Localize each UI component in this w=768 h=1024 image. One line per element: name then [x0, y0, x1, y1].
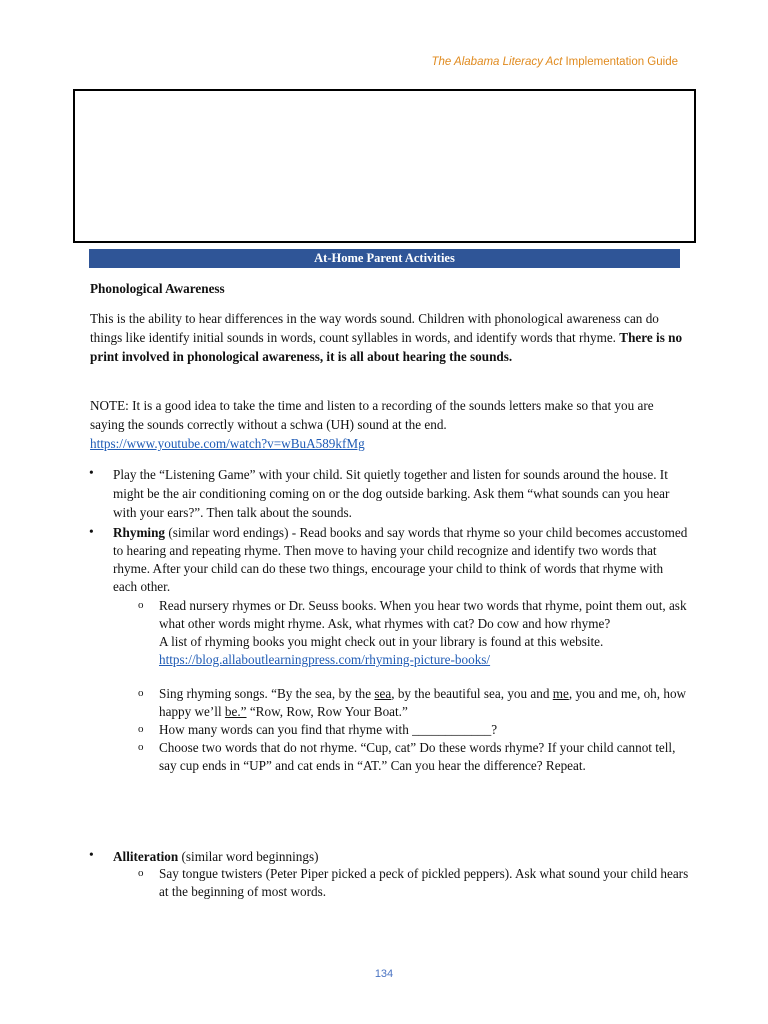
sub-bullet-marker: o — [138, 867, 144, 879]
alliteration-text: (similar word beginnings) — [178, 849, 319, 864]
rhyming-text: (similar word endings) - Read books and say words that rhyme so your child becomes accustomed to hearing and repeating rhyme. Then move to having your child recognize and identify two words that rhyme. After your child can do these two things, encourage your child to think of words that rhyme with each other. — [113, 525, 688, 594]
note-text: NOTE: It is a good idea to take the time and listen to a recording of the sounds letters make so that you are saying the sounds correctly without a schwa (UH) sound at the end. — [90, 398, 654, 432]
rhyming-books-text: A list of rhyming books you might check out in your library is found at this website. — [159, 634, 604, 649]
alliteration-item — [113, 847, 688, 866]
intro-paragraph — [90, 309, 685, 366]
header-title-italic: The Alabama Literacy Act — [431, 56, 563, 68]
intro-text: This is the ability to hear differences in the way words sound. Children with phonological awareness can do things like identify initial sounds in words, count syllables in words, and identify words that rhyme. — [90, 311, 659, 345]
youtube-link[interactable]: https://www.youtube.com/watch?v=wBuA589kfMg — [90, 436, 365, 451]
no-rhyme-item: Choose two words that do not rhyme. “Cup, cat” Do these words rhyme? If your child cannot tell, say cup ends in “UP” and cat ends in “AT.” Can you hear the difference? Repeat. — [159, 740, 676, 773]
intro-bold-text: There is no print involved in phonological awareness, it is all about hearing the sounds. — [90, 330, 683, 364]
listening-game-item: Play the “Listening Game” with your child. Sit quietly together and listen for sounds around the house. It might be the air conditioning coming on or the dog outside barking. Ask them “what sounds can you hear with your ears?”. Then talk about the sounds. — [113, 467, 670, 520]
songs-text-a: Sing rhyming songs. “By the sea, by the — [159, 686, 375, 701]
sub-bullet-marker: o — [138, 599, 144, 611]
tongue-twister-item: Say tongue twisters (Peter Piper picked a peck of pickled peppers). Ask what sound your child hears at the beginning of most words. — [159, 866, 689, 899]
sub-bullet-marker: o — [138, 741, 144, 753]
section-banner: At-Home Parent Activities — [89, 249, 680, 268]
rhyming-songs-item — [159, 685, 689, 721]
rhyme-count-item: How many words can you find that rhyme with ____________? — [159, 722, 498, 737]
nursery-rhymes-item — [159, 597, 689, 669]
empty-content-frame — [73, 89, 696, 243]
songs-text-c: , you and me, oh, how happy we’ll — [159, 686, 687, 719]
songs-me: me — [552, 686, 569, 701]
page-number: 134 — [374, 968, 394, 980]
section-title: Phonological Awareness — [90, 281, 225, 296]
bullet-marker: • — [89, 524, 94, 539]
running-header — [431, 56, 678, 68]
sub-bullet-marker: o — [138, 687, 144, 699]
rhyming-books-link[interactable]: https://blog.allaboutlearningpress.com/rhyming-picture-books/ — [159, 652, 491, 667]
sub-bullet-marker: o — [138, 723, 144, 735]
bullet-marker: • — [89, 465, 94, 480]
header-title-rest: Implementation Guide — [562, 56, 678, 68]
songs-text-b: , by the beautiful sea, you and — [391, 686, 553, 701]
songs-text-d: “Row, Row, Row Your Boat.” — [246, 704, 408, 719]
note-paragraph — [90, 396, 685, 453]
alliteration-label: Alliteration — [113, 849, 179, 864]
songs-sea: sea — [374, 686, 392, 701]
songs-be: be.” — [224, 704, 247, 719]
bullet-marker: • — [89, 847, 94, 862]
rhyming-label: Rhyming — [113, 525, 166, 540]
nursery-rhymes-text: Read nursery rhymes or Dr. Seuss books. When you hear two words that rhyme, point them out, ask what other words might rhyme. Ask, what rhymes with cat? Do cow and how rhyme? — [159, 598, 687, 631]
rhyming-item — [113, 524, 688, 596]
